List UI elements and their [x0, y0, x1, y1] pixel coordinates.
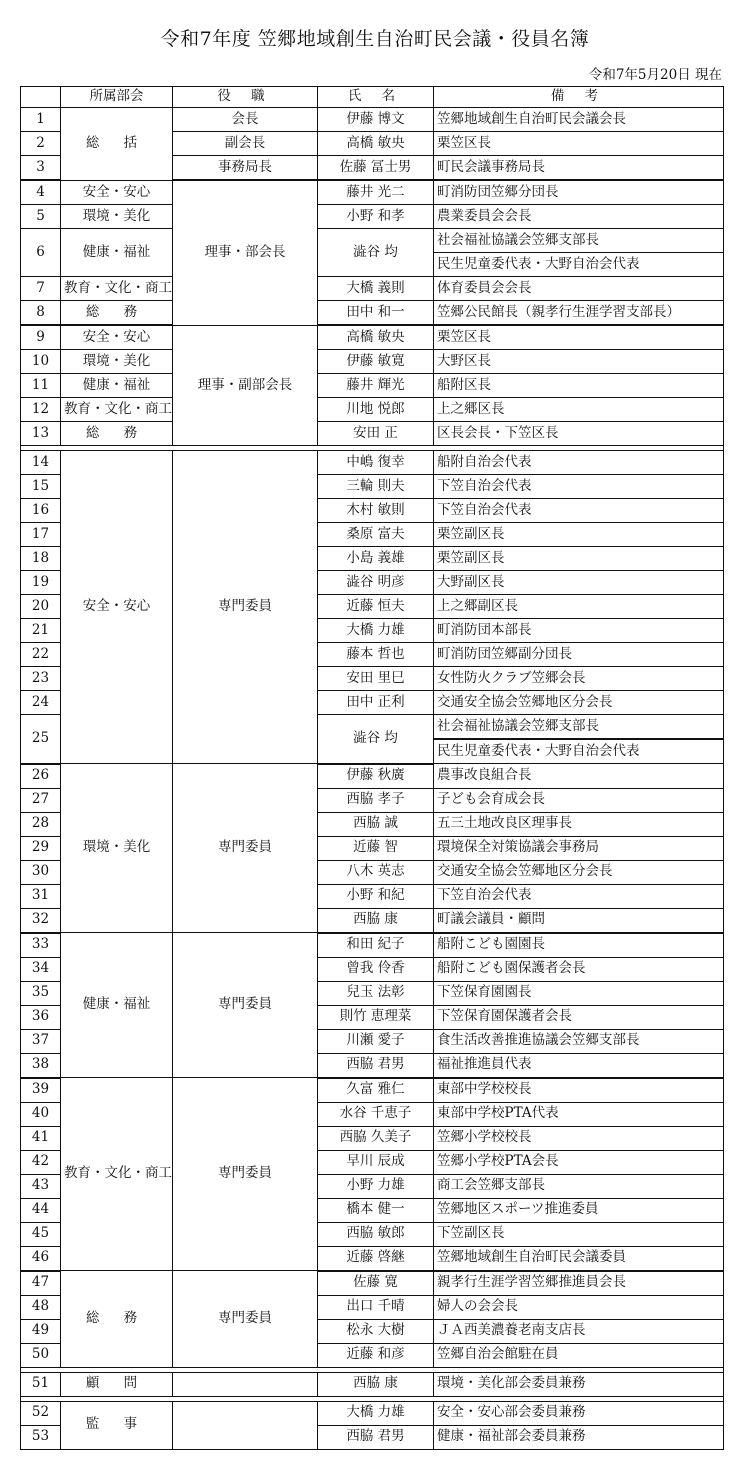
row-number: 15	[21, 475, 61, 499]
officer-roster-table	[20, 86, 724, 1450]
row-number: 16	[21, 499, 61, 523]
remark-cell: 栗笠区長	[434, 325, 724, 350]
remark-cell: 笠郷小学校校長	[434, 1126, 724, 1150]
member-name: 川瀬 愛子	[318, 1029, 434, 1053]
table-row	[21, 229, 724, 253]
row-number: 44	[21, 1198, 61, 1222]
member-name: 西脇 康	[318, 1372, 434, 1396]
row-number: 9	[21, 325, 61, 350]
row-number: 5	[21, 205, 61, 229]
remark-cell: 農事改良組合長	[434, 764, 724, 789]
row-number: 23	[21, 667, 61, 691]
as-of-date: 令和7年5月20日 現在	[588, 67, 722, 83]
row-number: 21	[21, 619, 61, 643]
table-row	[21, 1078, 724, 1103]
department-cell: 教育・文化・商工	[61, 277, 173, 301]
remark-cell: 町議会議員・顧問	[434, 908, 724, 933]
table-row	[21, 764, 724, 789]
member-name: 大橋 力雄	[318, 619, 434, 643]
department-cell: 総 務	[61, 422, 173, 446]
remark-cell: 婦人の会会長	[434, 1295, 724, 1319]
row-number: 19	[21, 571, 61, 595]
member-name: 小野 和孝	[318, 205, 434, 229]
row-number: 1	[21, 108, 61, 132]
row-number: 11	[21, 374, 61, 398]
remark-cell: 親孝行生涯学習笠郷推進員会長	[434, 1271, 724, 1296]
member-name: 伊藤 秋廣	[318, 764, 434, 789]
table-row	[21, 180, 724, 205]
member-name: 佐藤 寛	[318, 1271, 434, 1296]
table-header-row	[21, 87, 724, 108]
department-cell: 総 務	[61, 1271, 173, 1368]
member-name: 則竹 恵理菜	[318, 1005, 434, 1029]
row-number: 17	[21, 523, 61, 547]
remark-cell: 安全・安心部会委員兼務	[434, 1401, 724, 1425]
remark-cell: 環境保全対策協議会事務局	[434, 836, 724, 860]
remark-cell: 笠郷公民館長（親孝行生涯学習支部長）	[434, 301, 724, 326]
table-row	[21, 350, 724, 374]
member-name: 小野 力雄	[318, 1174, 434, 1198]
member-name: 久富 雅仁	[318, 1078, 434, 1103]
row-number: 22	[21, 643, 61, 667]
row-number: 33	[21, 933, 61, 958]
role-cell	[173, 1372, 318, 1396]
row-number: 10	[21, 350, 61, 374]
table-row	[21, 398, 724, 422]
table-row	[21, 374, 724, 398]
row-number: 3	[21, 156, 61, 181]
remark-cell: 交通安全協会笠郷地区分会長	[434, 691, 724, 715]
department-cell: 安全・安心	[61, 451, 173, 764]
row-number: 42	[21, 1150, 61, 1174]
row-number: 31	[21, 884, 61, 908]
department-cell: 健康・福祉	[61, 229, 173, 277]
remark-cell: 笠郷地域創生自治町民会議委員	[434, 1246, 724, 1271]
role-cell: 事務局長	[173, 156, 318, 181]
department-cell: 安全・安心	[61, 180, 173, 205]
remark-cell: 笠郷地区スポーツ推進委員	[434, 1198, 724, 1222]
row-number: 7	[21, 277, 61, 301]
row-number: 35	[21, 981, 61, 1005]
remark-cell: 福祉推進員代表	[434, 1053, 724, 1078]
member-name: 三輪 則夫	[318, 475, 434, 499]
member-name: 大橋 力雄	[318, 1401, 434, 1425]
remark-cell: 東部中学校PTA代表	[434, 1102, 724, 1126]
table-row	[21, 1401, 724, 1425]
row-number: 46	[21, 1246, 61, 1271]
remark-cell: 食生活改善推進協議会笠郷支部長	[434, 1029, 724, 1053]
row-number: 43	[21, 1174, 61, 1198]
department-cell: 環境・美化	[61, 764, 173, 933]
row-number: 27	[21, 788, 61, 812]
remark-cell: 下笠自治会代表	[434, 499, 724, 523]
role-cell: 理事・部会長	[173, 180, 318, 325]
row-number: 26	[21, 764, 61, 789]
table-row	[21, 1271, 724, 1296]
table-row	[21, 451, 724, 475]
role-cell: 専門委員	[173, 1271, 318, 1368]
table-row	[21, 325, 724, 350]
member-name: 橋本 健一	[318, 1198, 434, 1222]
remark-cell: 船附区長	[434, 374, 724, 398]
role-cell: 専門委員	[173, 1078, 318, 1271]
member-name: 西脇 誠	[318, 812, 434, 836]
member-name: 近藤 啓継	[318, 1246, 434, 1271]
remark-cell: 上之郷副区長	[434, 595, 724, 619]
row-number: 47	[21, 1271, 61, 1296]
member-name: 木村 敏則	[318, 499, 434, 523]
remark-cell: 農業委員会会長	[434, 205, 724, 229]
row-number: 40	[21, 1102, 61, 1126]
row-number: 18	[21, 547, 61, 571]
remark-cell: 町消防団本部長	[434, 619, 724, 643]
remark-cell: 船附自治会代表	[434, 451, 724, 475]
member-name: 安田 里巳	[318, 667, 434, 691]
row-number: 48	[21, 1295, 61, 1319]
header-remarks: 備 考	[434, 87, 724, 108]
member-name: 出口 千晴	[318, 1295, 434, 1319]
row-number: 49	[21, 1319, 61, 1343]
row-number: 14	[21, 451, 61, 475]
role-cell: 理事・副部会長	[173, 325, 318, 446]
remark-cell: 体育委員会会長	[434, 277, 724, 301]
row-number: 53	[21, 1425, 61, 1449]
row-number: 24	[21, 691, 61, 715]
remark-cell: 女性防火クラブ笠郷会長	[434, 667, 724, 691]
member-name: 藤本 哲也	[318, 643, 434, 667]
member-name: 曾我 伶香	[318, 957, 434, 981]
department-cell: 総 務	[61, 301, 173, 326]
remark-cell: 船附こども園園長	[434, 933, 724, 958]
row-number: 30	[21, 860, 61, 884]
row-number: 36	[21, 1005, 61, 1029]
member-name: 安田 正	[318, 422, 434, 446]
remark-cell: 区長会長・下笠区長	[434, 422, 724, 446]
header-role: 役 職	[173, 87, 318, 108]
remark-cell: 栗笠区長	[434, 132, 724, 156]
remark-cell: 上之郷区長	[434, 398, 724, 422]
member-name: 藤井 輝光	[318, 374, 434, 398]
member-name: 中嶋 復幸	[318, 451, 434, 475]
table-row	[21, 301, 724, 326]
remark-cell: 下笠自治会代表	[434, 475, 724, 499]
role-cell: 副会長	[173, 132, 318, 156]
table-row	[21, 933, 724, 958]
member-name: 西脇 久美子	[318, 1126, 434, 1150]
remark-cell: 大野副区長	[434, 571, 724, 595]
table-row	[21, 277, 724, 301]
member-name: 田中 和一	[318, 301, 434, 326]
remark-cell: 健康・福祉部会委員兼務	[434, 1425, 724, 1449]
remark-cell: 交通安全協会笠郷地区分会長	[434, 860, 724, 884]
row-number: 51	[21, 1372, 61, 1396]
row-number: 39	[21, 1078, 61, 1103]
remark-cell: 笠郷自治会館駐在員	[434, 1343, 724, 1367]
row-number: 52	[21, 1401, 61, 1425]
member-name: 西脇 康	[318, 908, 434, 933]
row-number: 38	[21, 1053, 61, 1078]
department-cell: 監 事	[61, 1401, 173, 1449]
remark-cell: 民生児童委代表・大野自治会代表	[434, 253, 724, 277]
header-number	[21, 87, 61, 108]
remark-cell: 社会福祉協議会笠郷支部長	[434, 715, 724, 740]
row-number: 4	[21, 180, 61, 205]
remark-cell: 商工会笠郷支部長	[434, 1174, 724, 1198]
row-number: 50	[21, 1343, 61, 1367]
department-cell: 顧 問	[61, 1372, 173, 1396]
remark-cell: 栗笠副区長	[434, 523, 724, 547]
member-name: 小島 義雄	[318, 547, 434, 571]
row-number: 37	[21, 1029, 61, 1053]
member-name: 西脇 敏郎	[318, 1222, 434, 1246]
role-cell: 専門委員	[173, 933, 318, 1078]
member-name: 澁谷 均	[318, 229, 434, 277]
department-cell: 健康・福祉	[61, 374, 173, 398]
member-name: 和田 紀子	[318, 933, 434, 958]
row-number: 12	[21, 398, 61, 422]
remark-cell: 船附こども園保護者会長	[434, 957, 724, 981]
member-name: 西脇 孝子	[318, 788, 434, 812]
department-cell: 環境・美化	[61, 350, 173, 374]
department-cell: 総 括	[61, 108, 173, 181]
member-name: 高橋 敏央	[318, 132, 434, 156]
roster-body	[21, 108, 724, 1450]
role-cell: 会長	[173, 108, 318, 132]
member-name: 澁谷 均	[318, 715, 434, 764]
table-row	[21, 108, 724, 132]
remark-cell: 東部中学校校長	[434, 1078, 724, 1103]
remark-cell: 子ども会育成会長	[434, 788, 724, 812]
header-department: 所属部会	[61, 87, 173, 108]
row-number: 45	[21, 1222, 61, 1246]
remark-cell: 笠郷地域創生自治町民会議会長	[434, 108, 724, 132]
member-name: 大橋 義則	[318, 277, 434, 301]
row-number: 34	[21, 957, 61, 981]
remark-cell: 下笠副区長	[434, 1222, 724, 1246]
member-name: 西脇 君男	[318, 1053, 434, 1078]
remark-cell: 大野区長	[434, 350, 724, 374]
department-cell: 教育・文化・商工	[61, 398, 173, 422]
row-number: 32	[21, 908, 61, 933]
member-name: 西脇 君男	[318, 1425, 434, 1449]
member-name: 伊藤 敏寛	[318, 350, 434, 374]
remark-cell: 町民会議事務局長	[434, 156, 724, 181]
remark-cell: 下笠保育園園長	[434, 981, 724, 1005]
remark-cell: 下笠保育園保護者会長	[434, 1005, 724, 1029]
header-name: 氏 名	[318, 87, 434, 108]
row-number: 13	[21, 422, 61, 446]
row-number: 41	[21, 1126, 61, 1150]
row-number: 6	[21, 229, 61, 277]
remark-cell: 栗笠副区長	[434, 547, 724, 571]
remark-cell: ＪＡ西美濃養老南支店長	[434, 1319, 724, 1343]
row-number: 8	[21, 301, 61, 326]
row-number: 28	[21, 812, 61, 836]
member-name: 伊藤 博文	[318, 108, 434, 132]
row-number: 25	[21, 715, 61, 764]
department-cell: 環境・美化	[61, 205, 173, 229]
row-number: 20	[21, 595, 61, 619]
remark-cell: 町消防団笠郷副分団長	[434, 643, 724, 667]
member-name: 近藤 恒夫	[318, 595, 434, 619]
member-name: 佐藤 冨士男	[318, 156, 434, 181]
remark-cell: 五三土地改良区理事長	[434, 812, 724, 836]
row-number: 2	[21, 132, 61, 156]
member-name: 高橋 敏央	[318, 325, 434, 350]
role-cell: 専門委員	[173, 764, 318, 933]
member-name: 近藤 和彦	[318, 1343, 434, 1367]
member-name: 桑原 富夫	[318, 523, 434, 547]
remark-cell: 社会福祉協議会笠郷支部長	[434, 229, 724, 253]
table-row	[21, 1372, 724, 1396]
member-name: 早川 辰成	[318, 1150, 434, 1174]
member-name: 八木 英志	[318, 860, 434, 884]
page-title: 令和7年度 笠郷地域創生自治町民会議・役員名簿	[160, 28, 590, 50]
row-number: 29	[21, 836, 61, 860]
table-row	[21, 422, 724, 446]
member-name: 松永 大樹	[318, 1319, 434, 1343]
remark-cell: 環境・美化部会委員兼務	[434, 1372, 724, 1396]
remark-cell: 町消防団笠郷分団長	[434, 180, 724, 205]
remark-cell: 民生児童委代表・大野自治会代表	[434, 739, 724, 764]
role-cell	[173, 1401, 318, 1449]
member-name: 近藤 智	[318, 836, 434, 860]
member-name: 藤井 光二	[318, 180, 434, 205]
member-name: 兒玉 法彰	[318, 981, 434, 1005]
table-row	[21, 205, 724, 229]
department-cell: 教育・文化・商工	[61, 1078, 173, 1271]
department-cell: 安全・安心	[61, 325, 173, 350]
member-name: 水谷 千恵子	[318, 1102, 434, 1126]
member-name: 小野 和紀	[318, 884, 434, 908]
role-cell: 専門委員	[173, 451, 318, 764]
department-cell: 健康・福祉	[61, 933, 173, 1078]
remark-cell: 下笠自治会代表	[434, 884, 724, 908]
remark-cell: 笠郷小学校PTA会長	[434, 1150, 724, 1174]
member-name: 澁谷 明彦	[318, 571, 434, 595]
member-name: 田中 正利	[318, 691, 434, 715]
member-name: 川地 悦郎	[318, 398, 434, 422]
